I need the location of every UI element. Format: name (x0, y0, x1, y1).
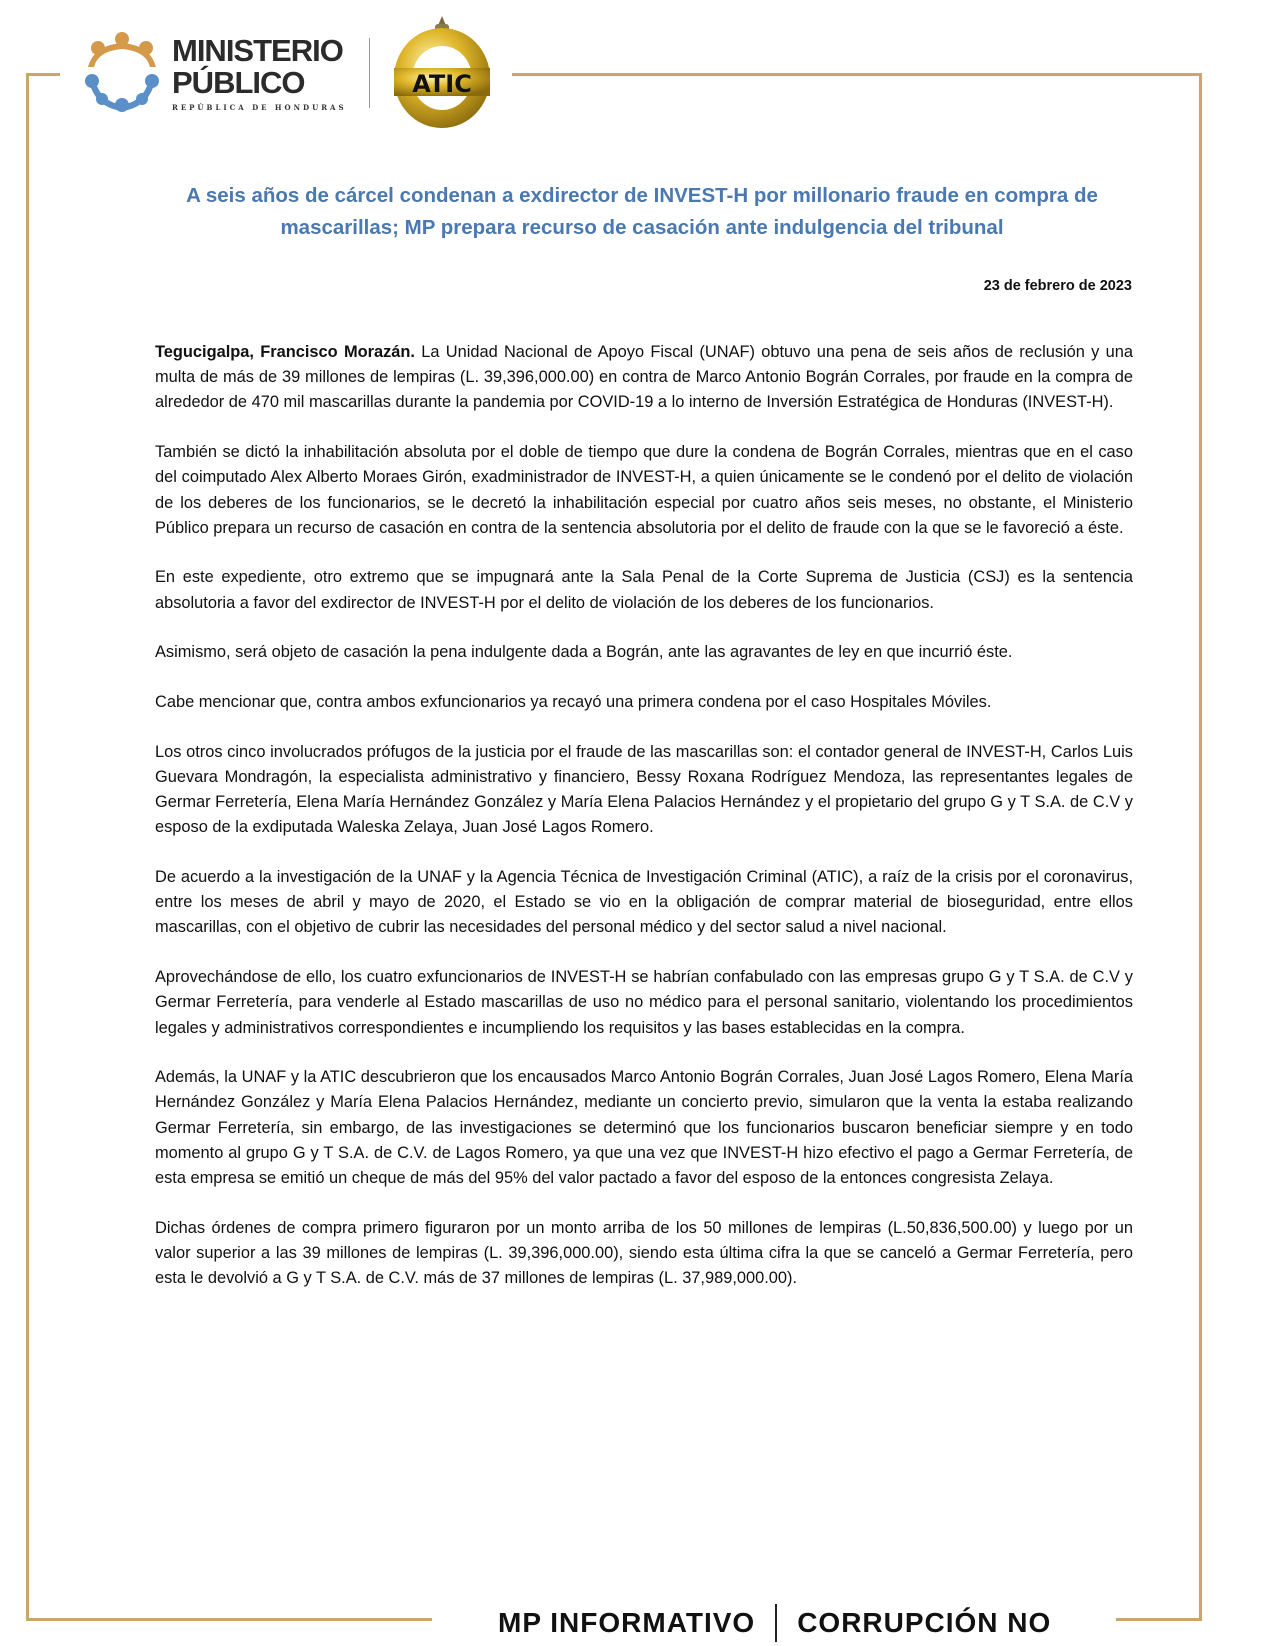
footer-divider (775, 1604, 777, 1642)
frame-left (26, 73, 29, 1621)
article-body (155, 340, 1133, 1316)
paragraph-8: Aprovechándose de ello, los cuatro exfuncionarios de INVEST-H se habrían confabulado con las empresas grupo G y T S.A. de C.V y Germar Ferretería, para venderle al Estado mascarillas de uso no médico para el personal sanitario, violentando los procedimientos legales y administrativos correspondientes e incumpliendo los requisitos y las bases establecidas en la compra. (155, 968, 1133, 1037)
org-subtitle: REPÚBLICA DE HONDURAS (172, 102, 347, 112)
people-circle-icon (80, 31, 164, 115)
atic-label: ATIC (411, 70, 472, 98)
paragraph-6: Los otros cinco involucrados prófugos de la justicia por el fraude de las mascarillas son: el contador general de INVEST-H, Carlos Luis Guevara Mondragón, la especialista administrativo y financiero, Bessy Roxana Rodríguez Mendoza, las representantes legales de Germar Ferretería, Elena María Hernández González y María Elena Palacios Hernández y el propietario del grupo G y T S.A. de C.V y esposo de la exdiputada Waleska Zelaya, Juan José Lagos Romero. (155, 742, 1133, 837)
frame-top-right (512, 73, 1202, 76)
footer-tagline (498, 1604, 1051, 1642)
frame-bottom-left (26, 1618, 432, 1621)
paragraph-2: También se dictó la inhabilitación absoluta por el doble de tiempo que dure la condena de Bográn Corrales, mientras que en el caso del coimputado Alex Alberto Moraes Girón, exadministrador de INVEST-H, a quien únicamente se le condenó por el delito de violación de los deberes de los funcionarios, se le decretó la inhabilitación especial por cuatro años seis meses, no obstante, el Ministerio Público prepara un recurso de casación en contra de la sentencia absolutoria por el delito de fraude con la que se le favoreció a éste. (155, 443, 1133, 537)
header (80, 18, 494, 128)
footer-left-text: MP INFORMATIVO (498, 1607, 756, 1638)
atic-logo (390, 14, 494, 132)
org-name-line2: PÚBLICO (172, 64, 305, 100)
paragraph-1: Tegucigalpa, Francisco Morazán. La Unidad Nacional de Apoyo Fiscal (UNAF) obtuvo una pena de seis años de reclusión y una multa de más de 39 millones de lempiras (L. 39,396,000.00) en contra de Marco Antonio Bográn Corrales, por fraude en la compra de alrededor de 470 mil mascarillas durante la pandemia por COVID-19 a lo interno de Inversión Estratégica de Honduras (INVEST-H). (155, 343, 1133, 412)
frame-top-left (26, 73, 60, 76)
paragraph-9: Además, la UNAF y la ATIC descubrieron que los encausados Marco Antonio Bográn Corrales, Juan José Lagos Romero, Elena María Hernández González y María Elena Palacios Hernández, mediante un concierto previo, simularon que la venta la estaba realizando Germar Ferretería, sin embargo, de las investigaciones se determinó que los funcionarios buscaron beneficiar siempre y en todo momento al grupo G y T S.A. de C.V. de Lagos Romero, ya que una vez que INVEST-H hizo efectivo el pago a Germar Ferretería, de esta empresa se emitió un cheque de más del 95% del valor pactado a favor del esposo de la entonces congresista Zelaya. (155, 1068, 1133, 1188)
ministerio-publico-logo (80, 31, 347, 115)
article-title: A seis años de cárcel condenan a exdirector de INVEST-H por millonario fraude en compra de mascarillas; MP prepara recurso de casación ante indulgencia del tribunal (186, 184, 1098, 239)
org-name-line1: MINISTERIO (172, 32, 343, 68)
paragraph-3: En este expediente, otro extremo que se impugnará ante la Sala Penal de la Corte Suprema de Justicia (CSJ) es la sentencia absolutoria a favor del exdirector de INVEST-H por el delito de violación de los deberes de los funcionarios. (155, 568, 1133, 612)
paragraph-7: De acuerdo a la investigación de la UNAF y la Agencia Técnica de Investigación Criminal (ATIC), a raíz de la crisis por el coronavirus, entre los meses de abril y mayo de 2020, el Estado se vio en la obligación de comprar material de bioseguridad, entre ellos mascarillas, con el objetivo de cubrir las necesidades del personal médico y del sector salud a nivel nacional. (155, 868, 1133, 937)
dateline: Tegucigalpa, Francisco Morazán. (155, 343, 415, 361)
paragraph-4: Asimismo, será objeto de casación la pena indulgente dada a Bográn, ante las agravantes de ley en que incurrió éste. (155, 643, 1013, 662)
article-date: 23 de febrero de 2023 (983, 278, 1132, 294)
paragraph-5: Cabe mencionar que, contra ambos exfuncionarios ya recayó una primera condena por el caso Hospitales Móviles. (155, 693, 992, 712)
frame-right (1199, 73, 1202, 1621)
logo-divider (369, 38, 370, 108)
frame-bottom-right (1116, 1618, 1202, 1621)
paragraph-10: Dichas órdenes de compra primero figuraron por un monto arriba de los 50 millones de lempiras (L.50,836,500.00) y luego por un valor superior a las 39 millones de lempiras (L. 39,396,000.00), siendo esta última cifra la que se canceló a Germar Ferretería, pero esta le devolvió a G y T S.A. de C.V. más de 37 millones de lempiras (L. 37,989,000.00). (155, 1218, 1133, 1288)
footer-right-text: CORRUPCIÓN NO (797, 1607, 1052, 1638)
